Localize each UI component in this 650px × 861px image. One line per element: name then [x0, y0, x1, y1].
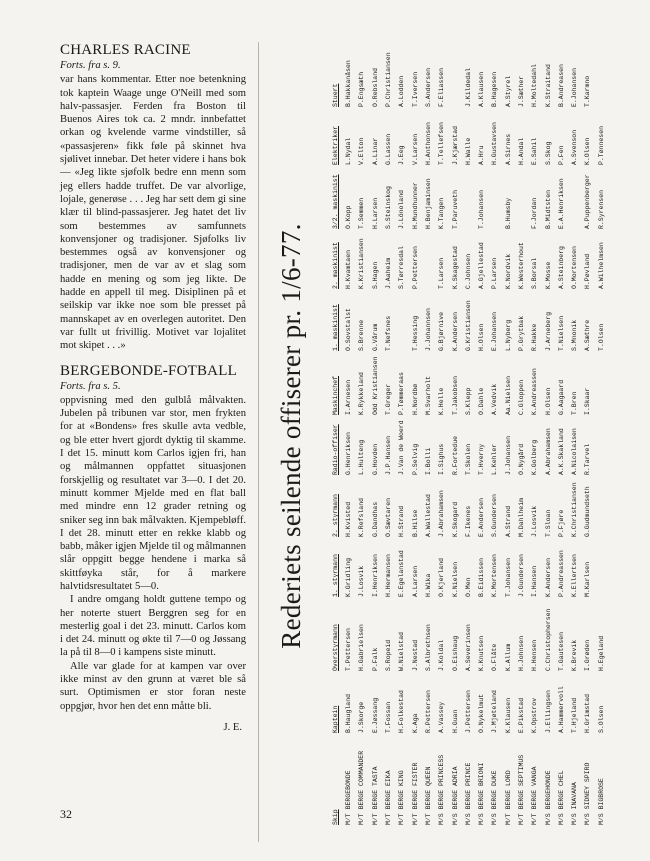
officer-cell: K.Helle: [438, 387, 446, 415]
officer-cell: G.Hovden: [371, 443, 379, 475]
ship-name-cell: M/S BERGE PRINCESS: [438, 754, 446, 825]
officer-cell: J.Mjøteland: [491, 690, 499, 733]
officer-cell: B.Haugland: [345, 693, 353, 733]
ship-name-cell: M/T BERGE FISTER: [411, 762, 419, 825]
officer-cell: S.Borsal: [531, 257, 539, 289]
officer-cell: E.Andersen: [478, 497, 486, 537]
officer-cell: P.Falk: [371, 647, 379, 671]
officer-cell: J.Nestad: [411, 639, 419, 671]
ship-name-cell: M/S SIDNEY SPIRO: [584, 762, 592, 825]
officer-cell: I.Henriksen: [371, 554, 379, 597]
officer-cell: H.Guan: [451, 709, 459, 733]
officer-cell: A.Vassey: [438, 701, 446, 733]
officer-cell: S.Gundersen: [491, 494, 499, 537]
officer-cell: K.Golberg: [531, 439, 539, 475]
officer-cell: P.Christiansen: [385, 52, 393, 107]
officer-cell: T.Hessing: [411, 315, 419, 351]
officer-cell: J.Skorge: [358, 701, 366, 733]
officer-cell: F.Jordan: [531, 197, 539, 229]
column-header: Elektriker: [332, 125, 339, 165]
officer-cell: I.Grøden: [584, 639, 592, 671]
officer-cell: J.Arneberg: [544, 311, 552, 351]
officer-cell: J.Van de Woerd: [398, 420, 406, 475]
officer-cell: A.Gjellestad: [478, 242, 486, 289]
officer-cell: K.Allum: [504, 643, 512, 671]
column-header: Kaptein: [332, 705, 339, 733]
paragraph: Alle var glade for at kampen var over ikke minst av den grunn at været ble så surt. Optimismen er stor foran neste oppgjør, hvor hen det enn måtte bli.: [60, 660, 246, 712]
officer-cell: Aa.Nielsen: [504, 375, 512, 415]
officer-cell: T.Nefsnes: [385, 315, 393, 351]
officer-cell: S.Steinskog: [385, 186, 393, 229]
ship-name-cell: M/S BERGE PRINCE: [464, 762, 472, 825]
officer-cell: S.Brenne: [358, 319, 366, 351]
officer-cell: H.Anthonsen: [424, 122, 432, 165]
officer-cell: S.Klepp: [464, 387, 472, 415]
continued-note: Forts. fra s. 5.: [60, 380, 121, 392]
table-row: [369, 46, 382, 826]
officer-cell: G.Vårum: [371, 323, 379, 351]
officer-cell: P.Pettersen: [411, 246, 419, 289]
officer-cell: C.Johnsen: [464, 253, 472, 289]
ship-name-cell: M/S BERGEHONDE: [544, 770, 552, 825]
officer-cell: O.Kopp: [345, 205, 353, 229]
officer-cell: T.Skolen: [464, 443, 472, 475]
officer-cell: A.Lodden: [398, 75, 406, 107]
table-body: [342, 46, 608, 826]
officer-cell: P.Fen: [557, 145, 565, 165]
officer-cell: R.Hakke: [531, 323, 539, 351]
officer-cell: K.Andersen: [451, 311, 459, 351]
ship-name-cell: M/S BERGE CHEL: [557, 770, 565, 825]
officer-cell: T.Larsen: [438, 257, 446, 289]
officer-cell: V.Larsen: [411, 133, 419, 165]
officer-cell: G.Kristiansen: [464, 300, 472, 351]
officer-cell: T.Johansen: [504, 557, 512, 597]
officer-cell: P.Selvig: [411, 443, 419, 475]
officer-cell: T.Sloan: [544, 509, 552, 537]
officer-cell: A.Nicolaisen: [571, 428, 579, 475]
officer-cell: R.Syrensen: [597, 189, 605, 229]
officer-cell: K.Nielsen: [451, 561, 459, 597]
officer-cell: J.Lönoland: [398, 189, 406, 229]
column-header: 1. styrmann: [332, 554, 339, 597]
column-header: 3/2. maskinist: [332, 174, 339, 229]
officer-cell: P.Fjøre: [557, 509, 565, 537]
officer-cell: H.Wika: [424, 573, 432, 597]
ship-name-cell: M/T BERGEBONDE: [345, 770, 353, 825]
officer-cell: [595, 352, 608, 416]
table-row: [422, 46, 435, 826]
officer-cell: J.Kjærstad: [451, 125, 459, 165]
officer-cell: H.Strand: [398, 505, 406, 537]
officer-cell: J.Abrahamsen: [438, 490, 446, 537]
officer-cell: A.Abrahamsen: [544, 428, 552, 475]
officer-cell: K.Brevik: [571, 639, 579, 671]
officer-cell: L.Hulteng: [358, 439, 366, 475]
officer-cell: R.Pettersen: [424, 690, 432, 733]
paragraph: var hans kommentar. Etter noe betenkning tok kaptein Waage unge O'Neill med som halv-passasjer. Ferden fra Boston til Buenos Aires tok ca. 2 mndr. innbefattet orkan og kvelende varme vindstiller, så «passasjeren» fikk føle på skinnet hva sjølivet innebar. Det heter videre i hans bok — «Jeg likte sjøfolk bedre enn menn som jeg ellers hadde truffet. De var alvorlige, lojale, generøse . . . Jeg har sett dem gi sine klær til blind-passasjerer. Jeg hatet det liv som bestemmes av samfunnets konvensjoner og tradisjoner. Sjøfolks liv bestemmes også av konvensjoner og tradisjoner, men de var av et slag som hadde en mening og som jeg likte. De hadde en appell til meg. Disiplinen på et seilskip var ikke noe som ble presset på mannskapet av en overlegen autoritet. Den var fullt ut frivillig. Motivet var lojalitet mot skipet . . .»: [60, 74, 246, 352]
officer-cell: E.Jøssang: [371, 697, 379, 733]
officer-cell: B.Midtsten: [544, 189, 552, 229]
officer-cell: S.Skog: [544, 141, 552, 165]
ship-name-cell: M/T BERGE LORD: [504, 770, 512, 825]
officer-cell: I.Sighus: [438, 443, 446, 475]
ship-name-cell: M/T BERGE TASTA: [371, 766, 379, 825]
table-row: [568, 46, 581, 826]
officer-cell: T.Nielsen: [557, 315, 565, 351]
officer-cell: I.Hansen: [531, 565, 539, 597]
ship-name-cell: M/S BIGBROSE: [597, 778, 605, 825]
table-row: [462, 46, 475, 826]
officer-cell: S.Ropeid: [385, 639, 393, 671]
table-row: [555, 46, 568, 826]
officer-cell: T.Karmno: [584, 75, 592, 107]
officer-cell: K.Andersen: [544, 557, 552, 597]
officer-cell: [448, 46, 461, 108]
officer-cell: [515, 166, 528, 230]
table-title: Rederiets seilende offiserer pr. 1/6-77.: [276, 223, 306, 649]
officer-cell: Odd Kristiansen: [371, 356, 379, 415]
officer-cell: S.Mnonik: [571, 319, 579, 351]
rotated-table-panel: [268, 46, 640, 826]
officer-cell: T.Hjeland: [571, 697, 579, 733]
officer-cell: G.Bjørnive: [438, 311, 446, 351]
officer-cell: C.Gloppen: [518, 379, 525, 415]
officer-cell: T.Bren: [571, 391, 579, 415]
officer-cell: O.Nygård: [518, 443, 525, 475]
table-row: [515, 46, 528, 826]
officer-cell: K.Klausen: [504, 697, 512, 733]
ship-name-cell: M/S INAVANA: [571, 782, 579, 825]
officer-cell: H.Walle: [464, 137, 472, 165]
ship-name-cell: M/S BERGE ADRIA: [451, 766, 459, 825]
officer-cell: [568, 166, 581, 230]
officer-cell: P.Andreassen: [557, 550, 565, 597]
officer-cell: E.Pikstad: [518, 697, 525, 733]
officer-cell: S.Olsen: [597, 705, 605, 733]
officer-cell: O.Nykelmut: [478, 693, 486, 733]
officer-cell: A.Sæthre: [584, 319, 592, 351]
officer-cell: O.Kjerland: [438, 557, 446, 597]
officer-cell: B.Eidissen: [478, 557, 486, 597]
officer-cell: [595, 476, 608, 538]
officer-cell: [395, 290, 408, 352]
officer-cell: H.Johnsen: [518, 635, 525, 671]
officer-cell: H.Mundhunner: [411, 182, 419, 229]
officer-cell: K.Kristiansen: [358, 238, 366, 289]
officer-cell: J.Eeg: [398, 145, 406, 165]
officer-cell: [488, 166, 501, 230]
officer-cell: [422, 230, 435, 290]
officer-cell: T.Iversen: [411, 71, 419, 107]
officer-cell: G.Lassen: [385, 133, 393, 165]
officer-cell: O.Eishaug: [451, 635, 459, 671]
officer-cell: H.Pøvland: [584, 253, 592, 289]
officer-cell: F.Ikenes: [464, 505, 472, 537]
officer-cell: A.Steinberg: [557, 246, 565, 289]
officer-cell: S.Andersen: [424, 67, 432, 107]
ship-name-cell: M/T BERGE SEPTIMUS: [518, 754, 525, 825]
officer-cell: A.Wilhelmsen: [597, 242, 605, 289]
officer-cell: J.P.Hansen: [385, 435, 393, 475]
officer-cell: T.Fossan: [385, 701, 393, 733]
officer-cell: A.Sirnes: [504, 133, 512, 165]
paragraph: I andre omgang holdt guttene tempo og her noterte stuert Berggren seg for en mesterlig goal i det 23. minutt. Carlos kom i det 24. minutt og økte til 7—0 og Jøssang la på til 8—0 i kampens siste minutt.: [60, 594, 246, 659]
officer-cell: A.Hru: [478, 145, 486, 165]
officer-cell: K.Christiansen: [571, 482, 579, 537]
officer-cell: G.Dandhas: [371, 501, 379, 537]
ship-name-cell: M/T BERGE QUEEN: [424, 766, 432, 825]
ship-name-cell: M/T BERGE EIKA: [385, 770, 393, 825]
officer-cell: A.Klausen: [478, 71, 486, 107]
officer-cell: K.Mosse: [544, 261, 552, 289]
table-row: [541, 46, 554, 826]
officer-cell: K.Nordvik: [504, 253, 512, 289]
officer-cell: P.Engsæth: [358, 71, 366, 107]
officer-cell: K.Straitand: [544, 64, 552, 107]
column-header: Maskinchef: [332, 375, 339, 415]
officers-table-area: [268, 46, 640, 826]
officer-cell: K.Ellertsen: [571, 554, 579, 597]
officer-cell: A.Strand: [504, 505, 512, 537]
officer-cell: L.Kehler: [491, 443, 499, 475]
officer-cell: S.Albrethsen: [424, 624, 432, 671]
officer-cell: H.Gustavsen: [491, 122, 499, 165]
officer-cell: E.Egelanstad: [398, 550, 406, 597]
officer-cell: J.Losvik: [531, 505, 539, 537]
officer-cell: R.Tarvel: [584, 443, 592, 475]
officer-cell: K.Mortensen: [491, 554, 499, 597]
officer-cell: K.Tangen: [438, 197, 446, 229]
officer-cell: H.Benjaminsen: [424, 178, 432, 229]
officer-cell: H.Grimstad: [584, 693, 592, 733]
officer-cell: E.Johansen: [571, 67, 579, 107]
column-header: Stuert: [332, 83, 339, 107]
table-row: [528, 46, 541, 826]
page-number: 32: [60, 807, 72, 821]
officer-cell: C.Christophersen: [544, 608, 552, 671]
officer-cell: T.Semmen: [358, 197, 366, 229]
officer-cell: K.Andreassen: [531, 368, 539, 415]
officer-cell: M.Karlsen: [584, 561, 592, 597]
officer-cell: A.Vedvik: [491, 383, 499, 415]
table-row: [488, 46, 501, 826]
officer-cell: T.Paruveth: [451, 189, 459, 229]
officer-cell: E.Johansen: [491, 311, 499, 351]
officers-table: [328, 46, 608, 826]
officer-cell: K.Rykkeland: [358, 372, 366, 415]
officer-cell: J.Koldal: [438, 639, 446, 671]
officer-cell: A.Svenson: [571, 129, 579, 165]
officer-cell: W.Nielstad: [398, 631, 406, 671]
officer-cell: K.Opstrov: [531, 697, 539, 733]
officer-cell: K.Gridling: [345, 557, 353, 597]
officer-cell: J.Johannsen: [424, 308, 432, 351]
column-header: 1. maskinist: [332, 304, 339, 351]
officer-cell: E.A.Henriksen: [557, 178, 565, 229]
officer-cell: T.Greger: [385, 383, 393, 415]
officer-cell: J.Kildedal: [464, 67, 472, 107]
officer-cell: H.Larsen: [371, 197, 379, 229]
ship-name-cell: M/T BERGE VANGA: [531, 766, 539, 825]
officer-cell: B.Hilse: [411, 509, 419, 537]
officer-cell: O.Men: [464, 577, 472, 597]
officer-cell: [462, 166, 475, 230]
officer-cell: R.Fortedue: [451, 435, 459, 475]
ship-name-cell: M/S BERGE BRIONI: [478, 762, 486, 825]
table-row: [408, 46, 421, 826]
officer-cell: H.Olsen: [544, 387, 552, 415]
officer-cell: A.Puppenberger: [584, 174, 592, 229]
officer-cell: B.Hakkanåsen: [345, 60, 353, 107]
table-row: [502, 46, 515, 826]
officer-cell: V.Elton: [358, 137, 366, 165]
officer-cell: J.Sæther: [518, 75, 525, 107]
officer-cell: J.Losvik: [358, 565, 366, 597]
officer-cell: S.Tørresdal: [398, 246, 406, 289]
paragraph: oppvisning med den gulblå målvakten. Jubelen på tribunen var stor, men frykten for at «Bondens» fres skulle avta vedble, og ble etter hvert gjordt dyktig til skamme. I det 15. minutt kom Carlos igjen fri, han og målmannen oppfattet situasjonen forskjellig og resultatet var 3—0. I det 20. minutt kommer Mjelde med en flat ball med mindre enn 12 grader retning og sniker seg inn bak målvakten. Kjempebløff. I det 28. minutt etter en rekke klabb og babb, måker igjen Mjelde til og målmannen slår oppgitt begge hendene i marka så skittføyka står, for å markere halvtidsresultatet 5—0.: [60, 394, 246, 592]
officer-cell: T.Pettersen: [345, 628, 353, 671]
officer-cell: M.Dahlheim: [518, 497, 525, 537]
officer-cell: I.Bolli: [424, 447, 432, 475]
article-title-charles-racine: CHARLES RACINE: [60, 42, 191, 58]
officer-cell: I.Skaar: [584, 387, 592, 415]
officer-cell: M.Svarholt: [424, 375, 432, 415]
officer-cell: P.Tønnesen: [597, 125, 605, 165]
officer-cell: E.Sahil: [531, 137, 539, 165]
officer-cell: H.Kvisted: [345, 501, 353, 537]
officer-cell: H.Moltedahl: [531, 64, 539, 107]
officer-cell: K.Knutsen: [478, 635, 486, 671]
officer-cell: H.Andal: [518, 137, 525, 165]
officer-cell: O.Flåte: [491, 643, 499, 671]
officer-cell: J.Johansen: [504, 435, 512, 475]
officer-cell: K.Skogard: [451, 501, 459, 537]
officer-cell: A.Hammervoll: [557, 686, 565, 733]
officer-cell: J.Pettersen: [464, 690, 472, 733]
officer-cell: K.Olsen: [584, 137, 592, 165]
officer-cell: A.K.Skakland: [557, 428, 565, 475]
officer-cell: G.Aagaard: [557, 379, 565, 415]
officer-cell: A.Larsen: [411, 565, 419, 597]
table-row: [595, 46, 608, 826]
continued-note: Forts. fra s. 9.: [60, 60, 121, 71]
officer-cell: I.Arnesen: [345, 379, 353, 415]
officer-cell: K.Skagestad: [451, 246, 459, 289]
article-column: [60, 42, 246, 734]
officer-cell: P.Larsen: [491, 257, 499, 289]
officer-cell: A.Linar: [371, 137, 379, 165]
table-row: [448, 46, 461, 826]
officer-cell: A.Severinsen: [464, 624, 472, 671]
officer-cell: H.Olsen: [478, 323, 486, 351]
officer-cell: H.Egeland: [597, 635, 605, 671]
column-header: Skip: [332, 809, 339, 825]
officer-cell: T.Gautesen: [557, 631, 565, 671]
officer-cell: B.Humsby: [504, 197, 512, 229]
officer-cell: O.Rebsland: [371, 67, 379, 107]
officer-cell: A.Wallestad: [424, 494, 432, 537]
officer-cell: A.Styrel: [504, 75, 512, 107]
officer-cell: P.Tømmeraas: [398, 372, 406, 415]
officer-cell: J.Gundersen: [518, 554, 525, 597]
officer-cell: J.Aaheim: [385, 257, 393, 289]
officer-cell: H.Nordbø: [411, 383, 419, 415]
officer-cell: B.Hagesen: [491, 71, 499, 107]
table-row: [475, 46, 488, 826]
table-row: [355, 46, 368, 826]
officer-cell: T.Johansen: [478, 189, 486, 229]
table-row: [435, 46, 448, 826]
article-title-bergebonde-fotball: BERGEBONDE-FOTBALL: [60, 362, 237, 379]
officer-cell: K.Aga: [411, 713, 419, 733]
officer-cell: T.Hverny: [478, 443, 486, 475]
officer-cell: H.Hensen: [531, 639, 539, 671]
officer-cell: L.Nydal: [345, 137, 353, 165]
officer-cell: G.Henriksen: [345, 432, 353, 475]
officer-cell: P.Grytbak: [518, 315, 525, 351]
officer-cell: H.Hermansen: [385, 554, 393, 597]
author-signature: J. E.: [223, 721, 242, 733]
table-header-row: [328, 46, 342, 826]
officer-cell: O.Dahle: [478, 387, 486, 415]
table-row: [581, 46, 594, 826]
article-body-bergebonde-fotball: [60, 394, 246, 713]
table-row: [342, 46, 355, 826]
officer-cell: L.Nyberg: [504, 319, 512, 351]
officer-cell: F.Eliassen: [438, 67, 446, 107]
officer-cell: O.Sævtaren: [385, 497, 393, 537]
officer-cell: O.Mortensen: [571, 246, 579, 289]
table-row: [395, 46, 408, 826]
ship-name-cell: M/T BERGE COMMANDER: [358, 750, 366, 825]
officer-cell: T.Tellefsen: [438, 122, 446, 165]
officer-cell: G.Gudmundseth: [584, 486, 592, 537]
ship-name-cell: M/S BERGE DUKE: [491, 770, 499, 825]
officer-cell: H.Kvamtaen: [345, 249, 353, 289]
officer-cell: O.Sovstalst: [345, 308, 353, 351]
officer-cell: J.Ellingsen: [544, 690, 552, 733]
officer-cell: [595, 538, 608, 598]
officer-cell: K.Westerhout: [518, 242, 525, 289]
officer-cell: K.Refsland: [358, 497, 366, 537]
column-header: Overstyrmann: [332, 624, 339, 671]
column-header: 2. styrmann: [332, 494, 339, 537]
officer-cell: H.Gabrielsen: [358, 624, 366, 671]
column-divider: [258, 42, 259, 842]
officer-cell: H.Folkestad: [398, 690, 406, 733]
officer-cell: B.Andreasen: [557, 64, 565, 107]
officer-cell: [595, 416, 608, 476]
table-row: [382, 46, 395, 826]
officer-cell: [595, 46, 608, 108]
column-header: 2. maskinist: [332, 242, 339, 289]
officer-cell: T.Olsen: [597, 323, 605, 351]
ship-name-cell: M/T BERGE KING: [398, 770, 406, 825]
article-body-charles-racine: [60, 73, 246, 352]
column-header: Radio-offiser: [332, 424, 339, 475]
officer-cell: S.Hagen: [371, 261, 379, 289]
officer-cell: T.Jakobsen: [451, 375, 459, 415]
